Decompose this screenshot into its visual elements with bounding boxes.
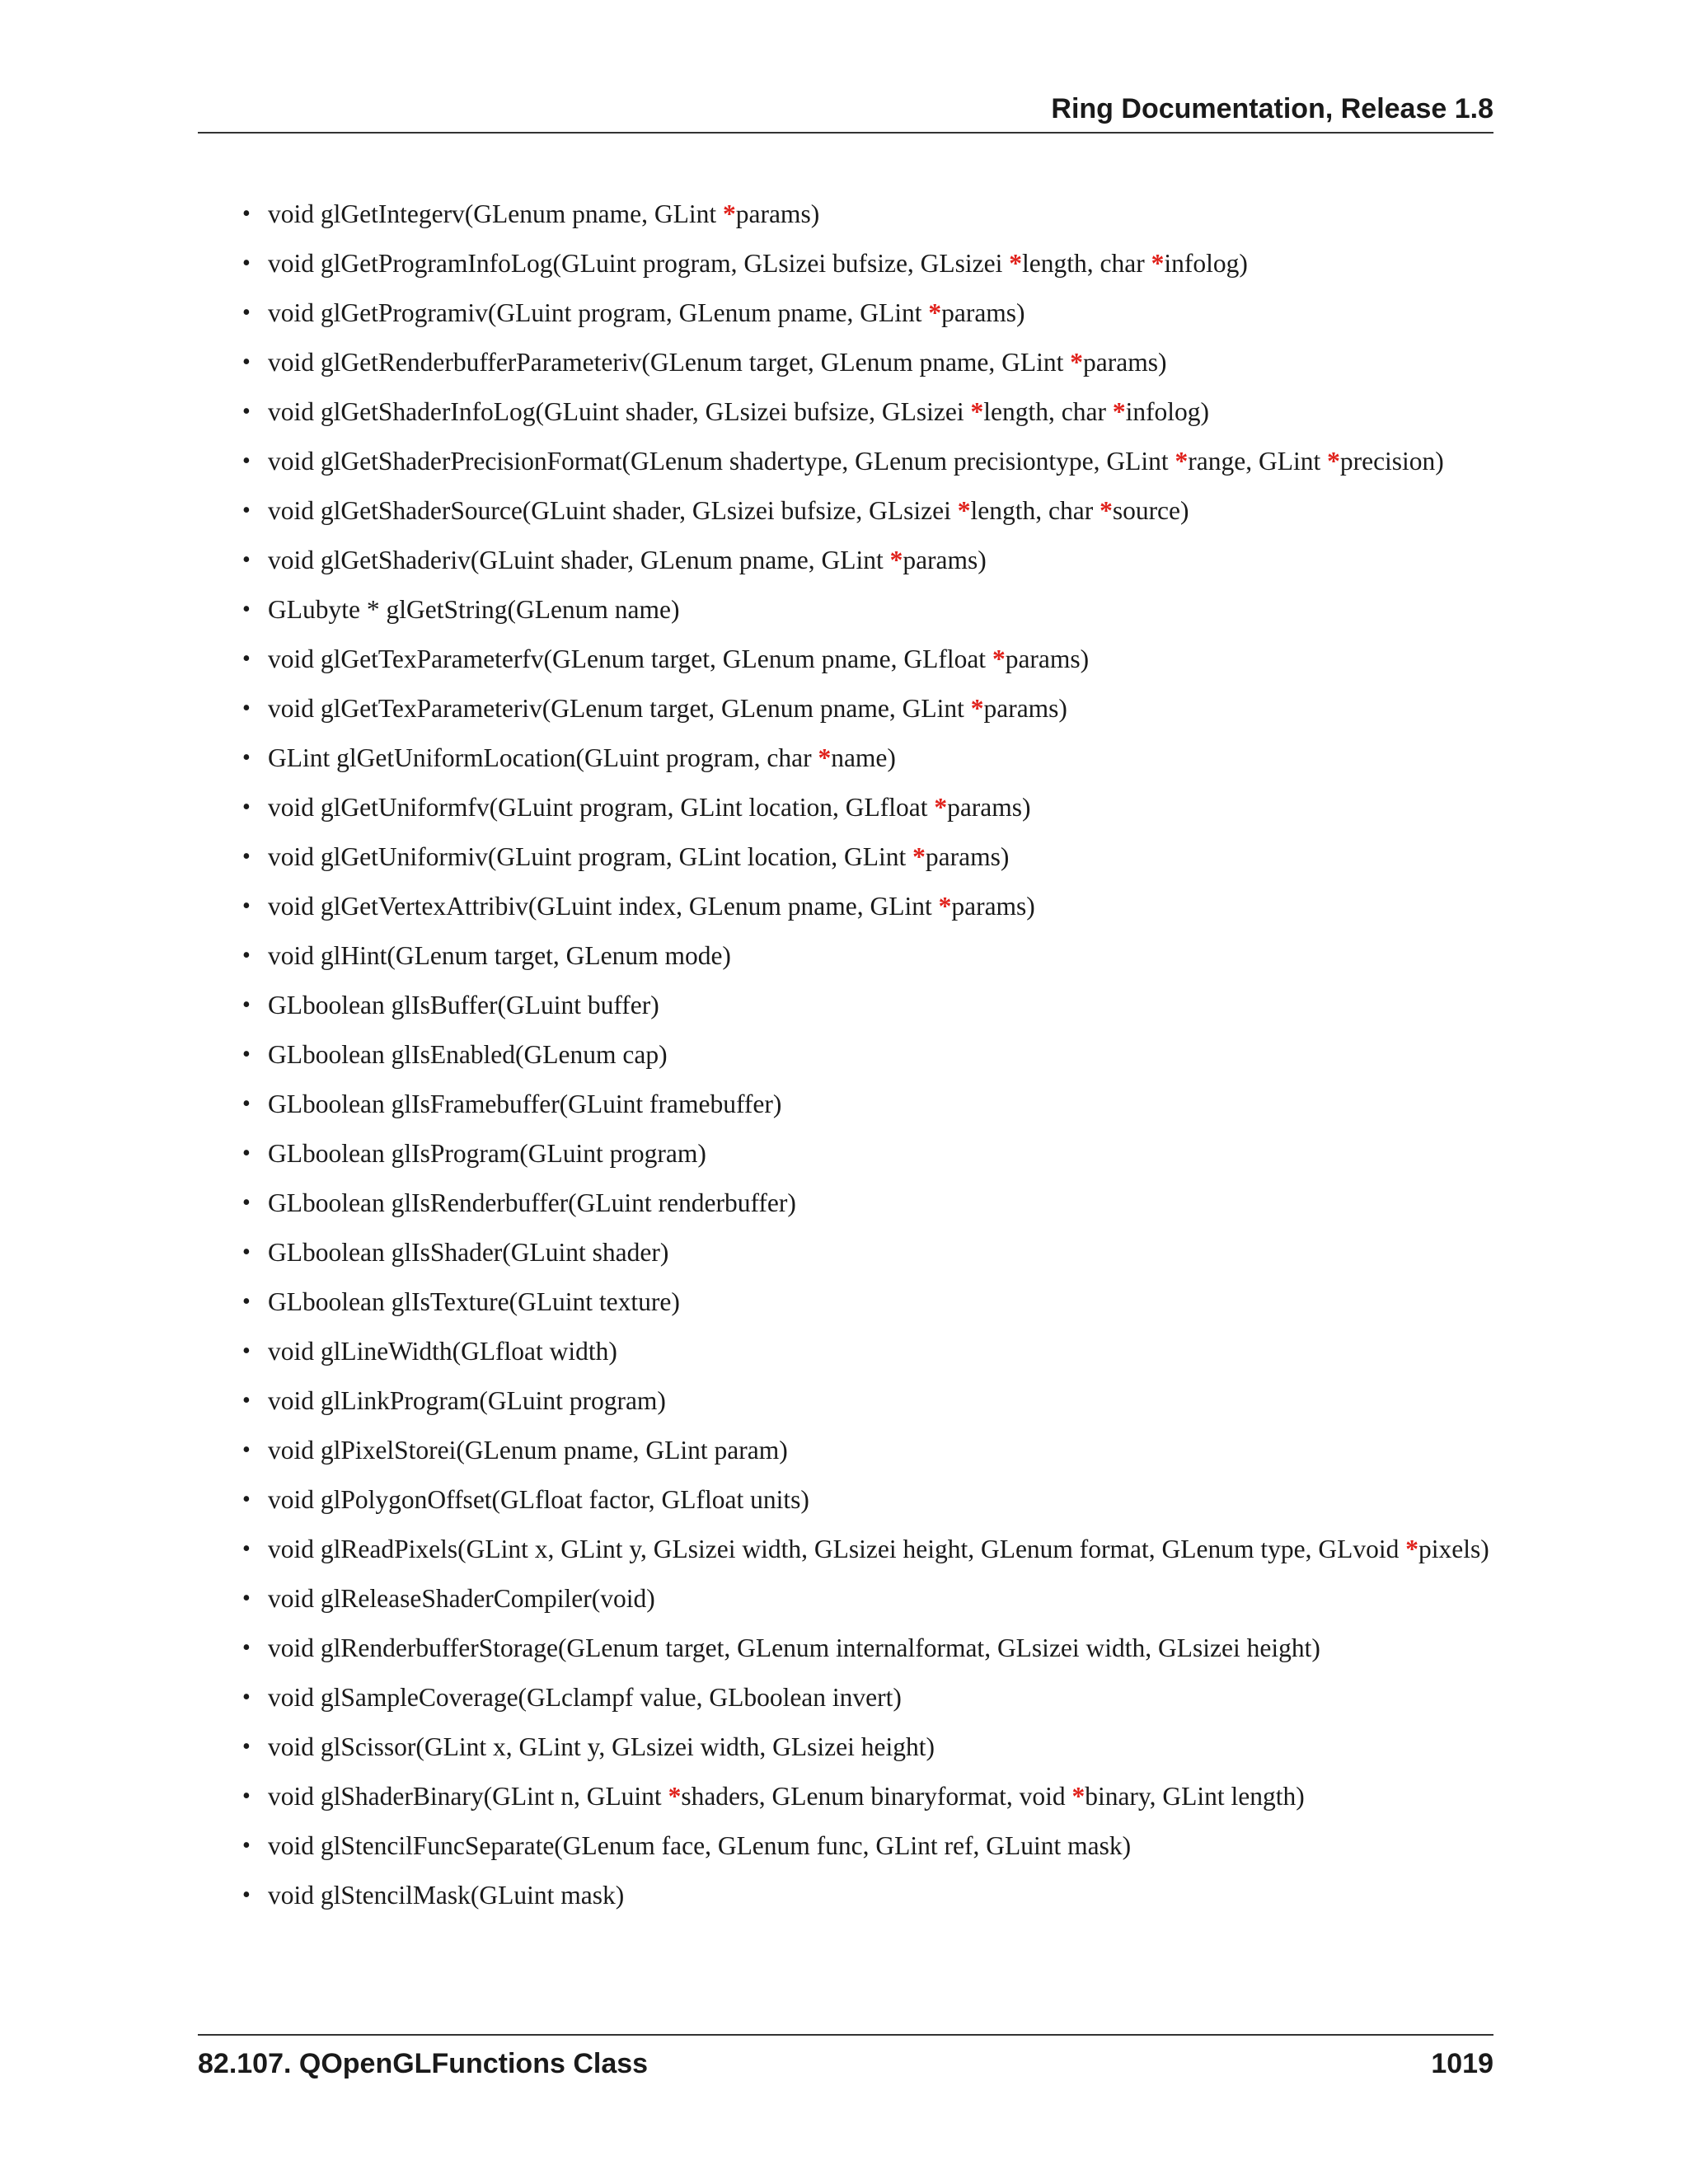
bullet-icon: • xyxy=(242,547,251,573)
pointer-star: * xyxy=(1071,1782,1085,1811)
pointer-star: * xyxy=(1112,397,1126,426)
pointer-star: * xyxy=(818,743,832,772)
bullet-icon: • xyxy=(242,1536,251,1562)
list-item xyxy=(198,1731,1493,1764)
signature-text: void glGetShaderSource(GLuint shader, GLsizei bufsize, GLsizei xyxy=(268,496,958,525)
signature-text: range, GLint xyxy=(1188,447,1328,476)
bullet-icon: • xyxy=(242,1833,251,1858)
signature-text: void glPixelStorei(GLenum pname, GLint param) xyxy=(268,1436,788,1465)
list-item xyxy=(198,1582,1493,1615)
function-list xyxy=(198,198,1493,1929)
list-item xyxy=(198,593,1493,626)
doc-title: Ring Documentation, Release 1.8 xyxy=(1051,93,1493,124)
pointer-star: * xyxy=(1327,447,1340,476)
signature-text: void glGetIntegerv(GLenum pname, GLint xyxy=(268,199,723,228)
signature-text: void glGetTexParameteriv(GLenum target, GLenum pname, GLint xyxy=(268,694,971,723)
list-item xyxy=(198,989,1493,1022)
signature-text: void glGetUniformiv(GLuint program, GLint location, GLint xyxy=(268,842,913,871)
pointer-star: * xyxy=(928,298,942,327)
list-item xyxy=(198,1236,1493,1269)
pointer-star: * xyxy=(992,644,1006,673)
signature-text: void glPolygonOffset(GLfloat factor, GLfloat units) xyxy=(268,1485,809,1514)
list-item xyxy=(198,1385,1493,1418)
signature-text: GLboolean glIsEnabled(GLenum cap) xyxy=(268,1040,668,1069)
page-header xyxy=(198,92,1493,134)
signature-text: GLint glGetUniformLocation(GLuint program, char xyxy=(268,743,818,772)
pointer-star: * xyxy=(889,546,903,574)
bullet-icon: • xyxy=(242,349,251,375)
signature-text: GLboolean glIsFramebuffer(GLuint framebuffer) xyxy=(268,1090,782,1118)
signature-text: length, char xyxy=(1022,249,1151,278)
bullet-icon: • xyxy=(242,1338,251,1364)
pointer-star: * xyxy=(1175,447,1189,476)
bullet-icon: • xyxy=(242,448,251,474)
bullet-icon: • xyxy=(242,1042,251,1067)
signature-text: binary, GLint length) xyxy=(1085,1782,1305,1811)
bullet-icon: • xyxy=(242,794,251,820)
list-item xyxy=(198,346,1493,379)
list-item xyxy=(198,890,1493,923)
signature-text: GLboolean glIsBuffer(GLuint buffer) xyxy=(268,991,659,1019)
bullet-icon: • xyxy=(242,1734,251,1760)
signature-text: params) xyxy=(983,694,1067,723)
bullet-icon: • xyxy=(242,1882,251,1908)
signature-text: void glRenderbufferStorage(GLenum target, GLenum internalformat, GLsizei width, GLsizei height) xyxy=(268,1633,1320,1662)
bullet-icon: • xyxy=(242,498,251,523)
signature-text: void glGetTexParameterfv(GLenum target, GLenum pname, GLfloat xyxy=(268,644,992,673)
bullet-icon: • xyxy=(242,1487,251,1512)
list-item xyxy=(198,297,1493,330)
bullet-icon: • xyxy=(242,1141,251,1166)
signature-text: params) xyxy=(951,892,1035,921)
bullet-icon: • xyxy=(242,992,251,1018)
list-item xyxy=(198,1335,1493,1368)
list-item xyxy=(198,1780,1493,1813)
list-item xyxy=(198,445,1493,478)
list-item xyxy=(198,1533,1493,1566)
section-title: 82.107. QOpenGLFunctions Class xyxy=(198,2048,649,2079)
bullet-icon: • xyxy=(242,399,251,424)
bullet-icon: • xyxy=(242,1635,251,1661)
bullet-icon: • xyxy=(242,300,251,326)
signature-text: params) xyxy=(941,298,1025,327)
list-item xyxy=(198,791,1493,824)
signature-text: void glGetProgramInfoLog(GLuint program, GLsizei bufsize, GLsizei xyxy=(268,249,1010,278)
list-item xyxy=(198,1137,1493,1170)
list-item xyxy=(198,1632,1493,1665)
list-item xyxy=(198,494,1493,527)
list-item xyxy=(198,1286,1493,1319)
pointer-star: * xyxy=(970,397,984,426)
list-item xyxy=(198,1879,1493,1912)
signature-text: params) xyxy=(735,199,820,228)
list-item xyxy=(198,198,1493,231)
signature-text: void glGetRenderbufferParameteriv(GLenum target, GLenum pname, GLint xyxy=(268,348,1071,377)
signature-text: params) xyxy=(925,842,1010,871)
signature-text: params) xyxy=(947,793,1031,822)
bullet-icon: • xyxy=(242,943,251,968)
bullet-icon: • xyxy=(242,201,251,227)
pointer-star: * xyxy=(1009,249,1023,278)
signature-text: void glShaderBinary(GLint n, GLuint xyxy=(268,1782,668,1811)
bullet-icon: • xyxy=(242,1437,251,1463)
pointer-star: * xyxy=(722,199,736,228)
signature-text: GLubyte * glGetString(GLenum name) xyxy=(268,595,680,624)
signature-text: void glLinkProgram(GLuint program) xyxy=(268,1386,666,1415)
signature-text: GLboolean glIsTexture(GLuint texture) xyxy=(268,1287,680,1316)
bullet-icon: • xyxy=(242,1388,251,1413)
signature-text: name) xyxy=(831,743,896,772)
bullet-icon: • xyxy=(242,646,251,672)
signature-text: void glGetVertexAttribiv(GLuint index, GLenum pname, GLint xyxy=(268,892,939,921)
pointer-star: * xyxy=(1100,496,1113,525)
bullet-icon: • xyxy=(242,1190,251,1216)
list-item xyxy=(198,1038,1493,1071)
pointer-star: * xyxy=(934,793,948,822)
list-item xyxy=(198,1187,1493,1220)
signature-text: infolog) xyxy=(1164,249,1248,278)
bullet-icon: • xyxy=(242,1091,251,1117)
signature-text: length, char xyxy=(983,397,1113,426)
pointer-star: * xyxy=(668,1782,682,1811)
bullet-icon: • xyxy=(242,745,251,771)
list-item xyxy=(198,1434,1493,1467)
signature-text: void glReadPixels(GLint x, GLint y, GLsizei width, GLsizei height, GLenum format, GLenum type, GLvoid xyxy=(268,1535,1406,1563)
list-item xyxy=(198,247,1493,280)
page-number: 1019 xyxy=(1431,2048,1493,2079)
signature-text: void glReleaseShaderCompiler(void) xyxy=(268,1584,655,1613)
bullet-icon: • xyxy=(242,597,251,622)
signature-text: void glSampleCoverage(GLclampf value, GLboolean invert) xyxy=(268,1683,902,1712)
bullet-icon: • xyxy=(242,1289,251,1315)
pointer-star: * xyxy=(970,694,984,723)
signature-text: void glScissor(GLint x, GLint y, GLsizei width, GLsizei height) xyxy=(268,1732,935,1761)
signature-text: precision) xyxy=(1339,447,1444,476)
signature-text: void glGetUniformfv(GLuint program, GLint location, GLfloat xyxy=(268,793,935,822)
signature-text: GLboolean glIsRenderbuffer(GLuint renderbuffer) xyxy=(268,1188,796,1217)
bullet-icon: • xyxy=(242,696,251,721)
bullet-icon: • xyxy=(242,844,251,869)
bullet-icon: • xyxy=(242,251,251,276)
list-item xyxy=(198,1830,1493,1863)
signature-text: params) xyxy=(1083,348,1167,377)
list-item xyxy=(198,841,1493,874)
signature-text: length, char xyxy=(970,496,1100,525)
signature-text: void glLineWidth(GLfloat width) xyxy=(268,1337,617,1366)
signature-text: params) xyxy=(1005,644,1090,673)
list-item xyxy=(198,544,1493,577)
signature-text: void glHint(GLenum target, GLenum mode) xyxy=(268,941,731,970)
signature-text: void glStencilFuncSeparate(GLenum face, GLenum func, GLint ref, GLuint mask) xyxy=(268,1831,1132,1860)
list-item xyxy=(198,692,1493,725)
signature-text: GLboolean glIsProgram(GLuint program) xyxy=(268,1139,706,1168)
signature-text: void glGetProgramiv(GLuint program, GLenum pname, GLint xyxy=(268,298,929,327)
signature-text: void glGetShaderPrecisionFormat(GLenum shadertype, GLenum precisiontype, GLint xyxy=(268,447,1175,476)
pointer-star: * xyxy=(1070,348,1084,377)
list-item xyxy=(198,742,1493,775)
signature-text: pixels) xyxy=(1418,1535,1489,1563)
signature-text: void glGetShaderiv(GLuint shader, GLenum pname, GLint xyxy=(268,546,890,574)
signature-text: GLboolean glIsShader(GLuint shader) xyxy=(268,1238,669,1267)
signature-text: shaders, GLenum binaryformat, void xyxy=(681,1782,1072,1811)
page-footer xyxy=(198,2034,1493,2085)
signature-text: void glGetShaderInfoLog(GLuint shader, GLsizei bufsize, GLsizei xyxy=(268,397,971,426)
pointer-star: * xyxy=(1405,1535,1418,1563)
signature-text: source) xyxy=(1112,496,1189,525)
pointer-star: * xyxy=(938,892,952,921)
pointer-star: * xyxy=(1151,249,1165,278)
list-item xyxy=(198,1088,1493,1121)
list-item xyxy=(198,396,1493,429)
list-item xyxy=(198,1483,1493,1516)
signature-text: infolog) xyxy=(1125,397,1210,426)
list-item xyxy=(198,940,1493,972)
bullet-icon: • xyxy=(242,1586,251,1611)
pointer-star: * xyxy=(912,842,926,871)
bullet-icon: • xyxy=(242,1240,251,1265)
list-item xyxy=(198,643,1493,676)
bullet-icon: • xyxy=(242,1685,251,1710)
bullet-icon: • xyxy=(242,893,251,919)
list-item xyxy=(198,1681,1493,1714)
bullet-icon: • xyxy=(242,1783,251,1809)
signature-text: void glStencilMask(GLuint mask) xyxy=(268,1881,625,1910)
pointer-star: * xyxy=(957,496,971,525)
signature-text: params) xyxy=(903,546,987,574)
